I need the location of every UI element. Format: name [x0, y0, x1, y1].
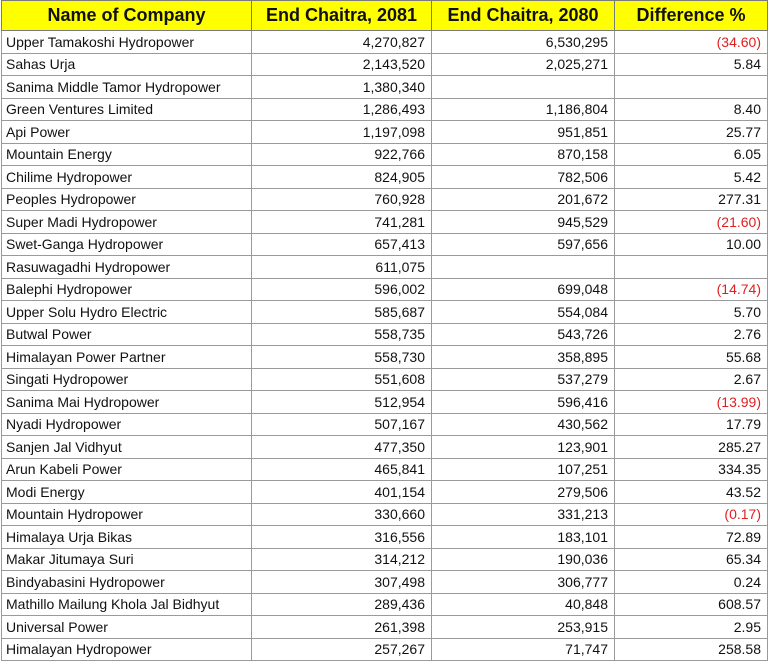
table-row — [2, 323, 768, 346]
value-2080-cell — [432, 76, 615, 99]
value-2080-cell: 183,101 — [432, 526, 615, 549]
company-name-cell: Sanjen Jal Vidhyut — [2, 436, 252, 459]
value-2080-cell: 945,529 — [432, 211, 615, 234]
value-2080-cell: 190,036 — [432, 548, 615, 571]
value-2081-cell: 760,928 — [252, 188, 432, 211]
company-name-cell: Himalayan Power Partner — [2, 346, 252, 369]
company-name-cell: Upper Tamakoshi Hydropower — [2, 31, 252, 54]
value-2080-cell: 596,416 — [432, 391, 615, 414]
value-2081-cell: 257,267 — [252, 638, 432, 661]
value-2081-cell: 507,167 — [252, 413, 432, 436]
company-name-cell: Rasuwagadhi Hydropower — [2, 256, 252, 279]
value-2081-cell: 551,608 — [252, 368, 432, 391]
value-2081-cell: 596,002 — [252, 278, 432, 301]
value-2081-cell: 922,766 — [252, 143, 432, 166]
value-2081-cell: 316,556 — [252, 526, 432, 549]
company-name-cell: Nyadi Hydropower — [2, 413, 252, 436]
company-name-cell: Upper Solu Hydro Electric — [2, 301, 252, 324]
table-row — [2, 98, 768, 121]
value-2080-cell: 358,895 — [432, 346, 615, 369]
difference-cell: 2.67 — [615, 368, 768, 391]
value-2080-cell: 253,915 — [432, 616, 615, 639]
table-row — [2, 233, 768, 256]
value-2081-cell: 477,350 — [252, 436, 432, 459]
value-2081-cell: 1,286,493 — [252, 98, 432, 121]
value-2081-cell: 512,954 — [252, 391, 432, 414]
value-2080-cell: 951,851 — [432, 121, 615, 144]
difference-cell: 277.31 — [615, 188, 768, 211]
company-name-cell: Balephi Hydropower — [2, 278, 252, 301]
table-row — [2, 368, 768, 391]
table-row — [2, 458, 768, 481]
value-2080-cell: 123,901 — [432, 436, 615, 459]
difference-cell: (14.74) — [615, 278, 768, 301]
company-name-cell: Super Madi Hydropower — [2, 211, 252, 234]
table-row — [2, 391, 768, 414]
table-row — [2, 638, 768, 661]
table-row — [2, 593, 768, 616]
table-row — [2, 211, 768, 234]
difference-cell: 6.05 — [615, 143, 768, 166]
value-2080-cell: 1,186,804 — [432, 98, 615, 121]
header-end-chaitra-2080: End Chaitra, 2080 — [432, 1, 615, 31]
value-2080-cell: 279,506 — [432, 481, 615, 504]
difference-cell: 2.76 — [615, 323, 768, 346]
company-name-cell: Chilime Hydropower — [2, 166, 252, 189]
value-2080-cell: 107,251 — [432, 458, 615, 481]
value-2080-cell — [432, 256, 615, 279]
header-company-name: Name of Company — [2, 1, 252, 31]
value-2080-cell: 40,848 — [432, 593, 615, 616]
company-name-cell: Modi Energy — [2, 481, 252, 504]
company-name-cell: Universal Power — [2, 616, 252, 639]
difference-cell: (0.17) — [615, 503, 768, 526]
company-name-cell: Sahas Urja — [2, 53, 252, 76]
value-2080-cell: 782,506 — [432, 166, 615, 189]
value-2081-cell: 1,197,098 — [252, 121, 432, 144]
company-name-cell: Arun Kabeli Power — [2, 458, 252, 481]
table-row — [2, 121, 768, 144]
value-2081-cell: 4,270,827 — [252, 31, 432, 54]
table-row — [2, 166, 768, 189]
difference-cell: 10.00 — [615, 233, 768, 256]
value-2081-cell: 741,281 — [252, 211, 432, 234]
company-name-cell: Mathillo Mailung Khola Jal Bidhyut — [2, 593, 252, 616]
company-name-cell: Bindyabasini Hydropower — [2, 571, 252, 594]
company-name-cell: Butwal Power — [2, 323, 252, 346]
difference-cell: 17.79 — [615, 413, 768, 436]
header-row — [2, 1, 768, 31]
table-row — [2, 346, 768, 369]
value-2081-cell: 657,413 — [252, 233, 432, 256]
table-row — [2, 301, 768, 324]
header-end-chaitra-2081: End Chaitra, 2081 — [252, 1, 432, 31]
value-2081-cell: 1,380,340 — [252, 76, 432, 99]
value-2080-cell: 306,777 — [432, 571, 615, 594]
table-row — [2, 76, 768, 99]
difference-cell: (13.99) — [615, 391, 768, 414]
difference-cell: 5.42 — [615, 166, 768, 189]
table-row — [2, 278, 768, 301]
value-2081-cell: 307,498 — [252, 571, 432, 594]
difference-cell — [615, 256, 768, 279]
table-row — [2, 616, 768, 639]
difference-cell: 72.89 — [615, 526, 768, 549]
table-row — [2, 481, 768, 504]
difference-cell: 43.52 — [615, 481, 768, 504]
difference-cell — [615, 76, 768, 99]
table-row — [2, 53, 768, 76]
value-2081-cell: 558,735 — [252, 323, 432, 346]
company-name-cell: Mountain Hydropower — [2, 503, 252, 526]
value-2081-cell: 2,143,520 — [252, 53, 432, 76]
value-2080-cell: 543,726 — [432, 323, 615, 346]
value-2081-cell: 585,687 — [252, 301, 432, 324]
value-2081-cell: 558,730 — [252, 346, 432, 369]
value-2080-cell: 870,158 — [432, 143, 615, 166]
company-name-cell: Api Power — [2, 121, 252, 144]
value-2081-cell: 824,905 — [252, 166, 432, 189]
value-2080-cell: 6,530,295 — [432, 31, 615, 54]
company-name-cell: Himalayan Hydropower — [2, 638, 252, 661]
difference-cell: 65.34 — [615, 548, 768, 571]
difference-cell: 334.35 — [615, 458, 768, 481]
table-row — [2, 571, 768, 594]
difference-cell: 285.27 — [615, 436, 768, 459]
value-2081-cell: 401,154 — [252, 481, 432, 504]
company-name-cell: Swet-Ganga Hydropower — [2, 233, 252, 256]
value-2080-cell: 430,562 — [432, 413, 615, 436]
value-2080-cell: 699,048 — [432, 278, 615, 301]
difference-cell: 8.40 — [615, 98, 768, 121]
table-row — [2, 256, 768, 279]
value-2081-cell: 330,660 — [252, 503, 432, 526]
table-row — [2, 548, 768, 571]
difference-cell: (21.60) — [615, 211, 768, 234]
table-row — [2, 526, 768, 549]
difference-cell: 2.95 — [615, 616, 768, 639]
company-name-cell: Sanima Middle Tamor Hydropower — [2, 76, 252, 99]
difference-cell: (34.60) — [615, 31, 768, 54]
value-2080-cell: 554,084 — [432, 301, 615, 324]
table-row — [2, 31, 768, 54]
table-row — [2, 143, 768, 166]
company-data-table — [1, 0, 768, 661]
company-name-cell: Himalaya Urja Bikas — [2, 526, 252, 549]
value-2080-cell: 71,747 — [432, 638, 615, 661]
difference-cell: 258.58 — [615, 638, 768, 661]
table-row — [2, 503, 768, 526]
value-2081-cell: 465,841 — [252, 458, 432, 481]
value-2080-cell: 537,279 — [432, 368, 615, 391]
difference-cell: 55.68 — [615, 346, 768, 369]
value-2081-cell: 261,398 — [252, 616, 432, 639]
value-2081-cell: 314,212 — [252, 548, 432, 571]
company-name-cell: Peoples Hydropower — [2, 188, 252, 211]
value-2081-cell: 611,075 — [252, 256, 432, 279]
company-name-cell: Singati Hydropower — [2, 368, 252, 391]
value-2080-cell: 331,213 — [432, 503, 615, 526]
difference-cell: 25.77 — [615, 121, 768, 144]
value-2080-cell: 597,656 — [432, 233, 615, 256]
company-name-cell: Mountain Energy — [2, 143, 252, 166]
value-2080-cell: 201,672 — [432, 188, 615, 211]
difference-cell: 5.70 — [615, 301, 768, 324]
difference-cell: 608.57 — [615, 593, 768, 616]
value-2081-cell: 289,436 — [252, 593, 432, 616]
difference-cell: 5.84 — [615, 53, 768, 76]
table-row — [2, 413, 768, 436]
table-row — [2, 436, 768, 459]
table-row — [2, 188, 768, 211]
header-difference-percent: Difference % — [615, 1, 768, 31]
company-name-cell: Makar Jitumaya Suri — [2, 548, 252, 571]
difference-cell: 0.24 — [615, 571, 768, 594]
company-name-cell: Sanima Mai Hydropower — [2, 391, 252, 414]
value-2080-cell: 2,025,271 — [432, 53, 615, 76]
company-name-cell: Green Ventures Limited — [2, 98, 252, 121]
